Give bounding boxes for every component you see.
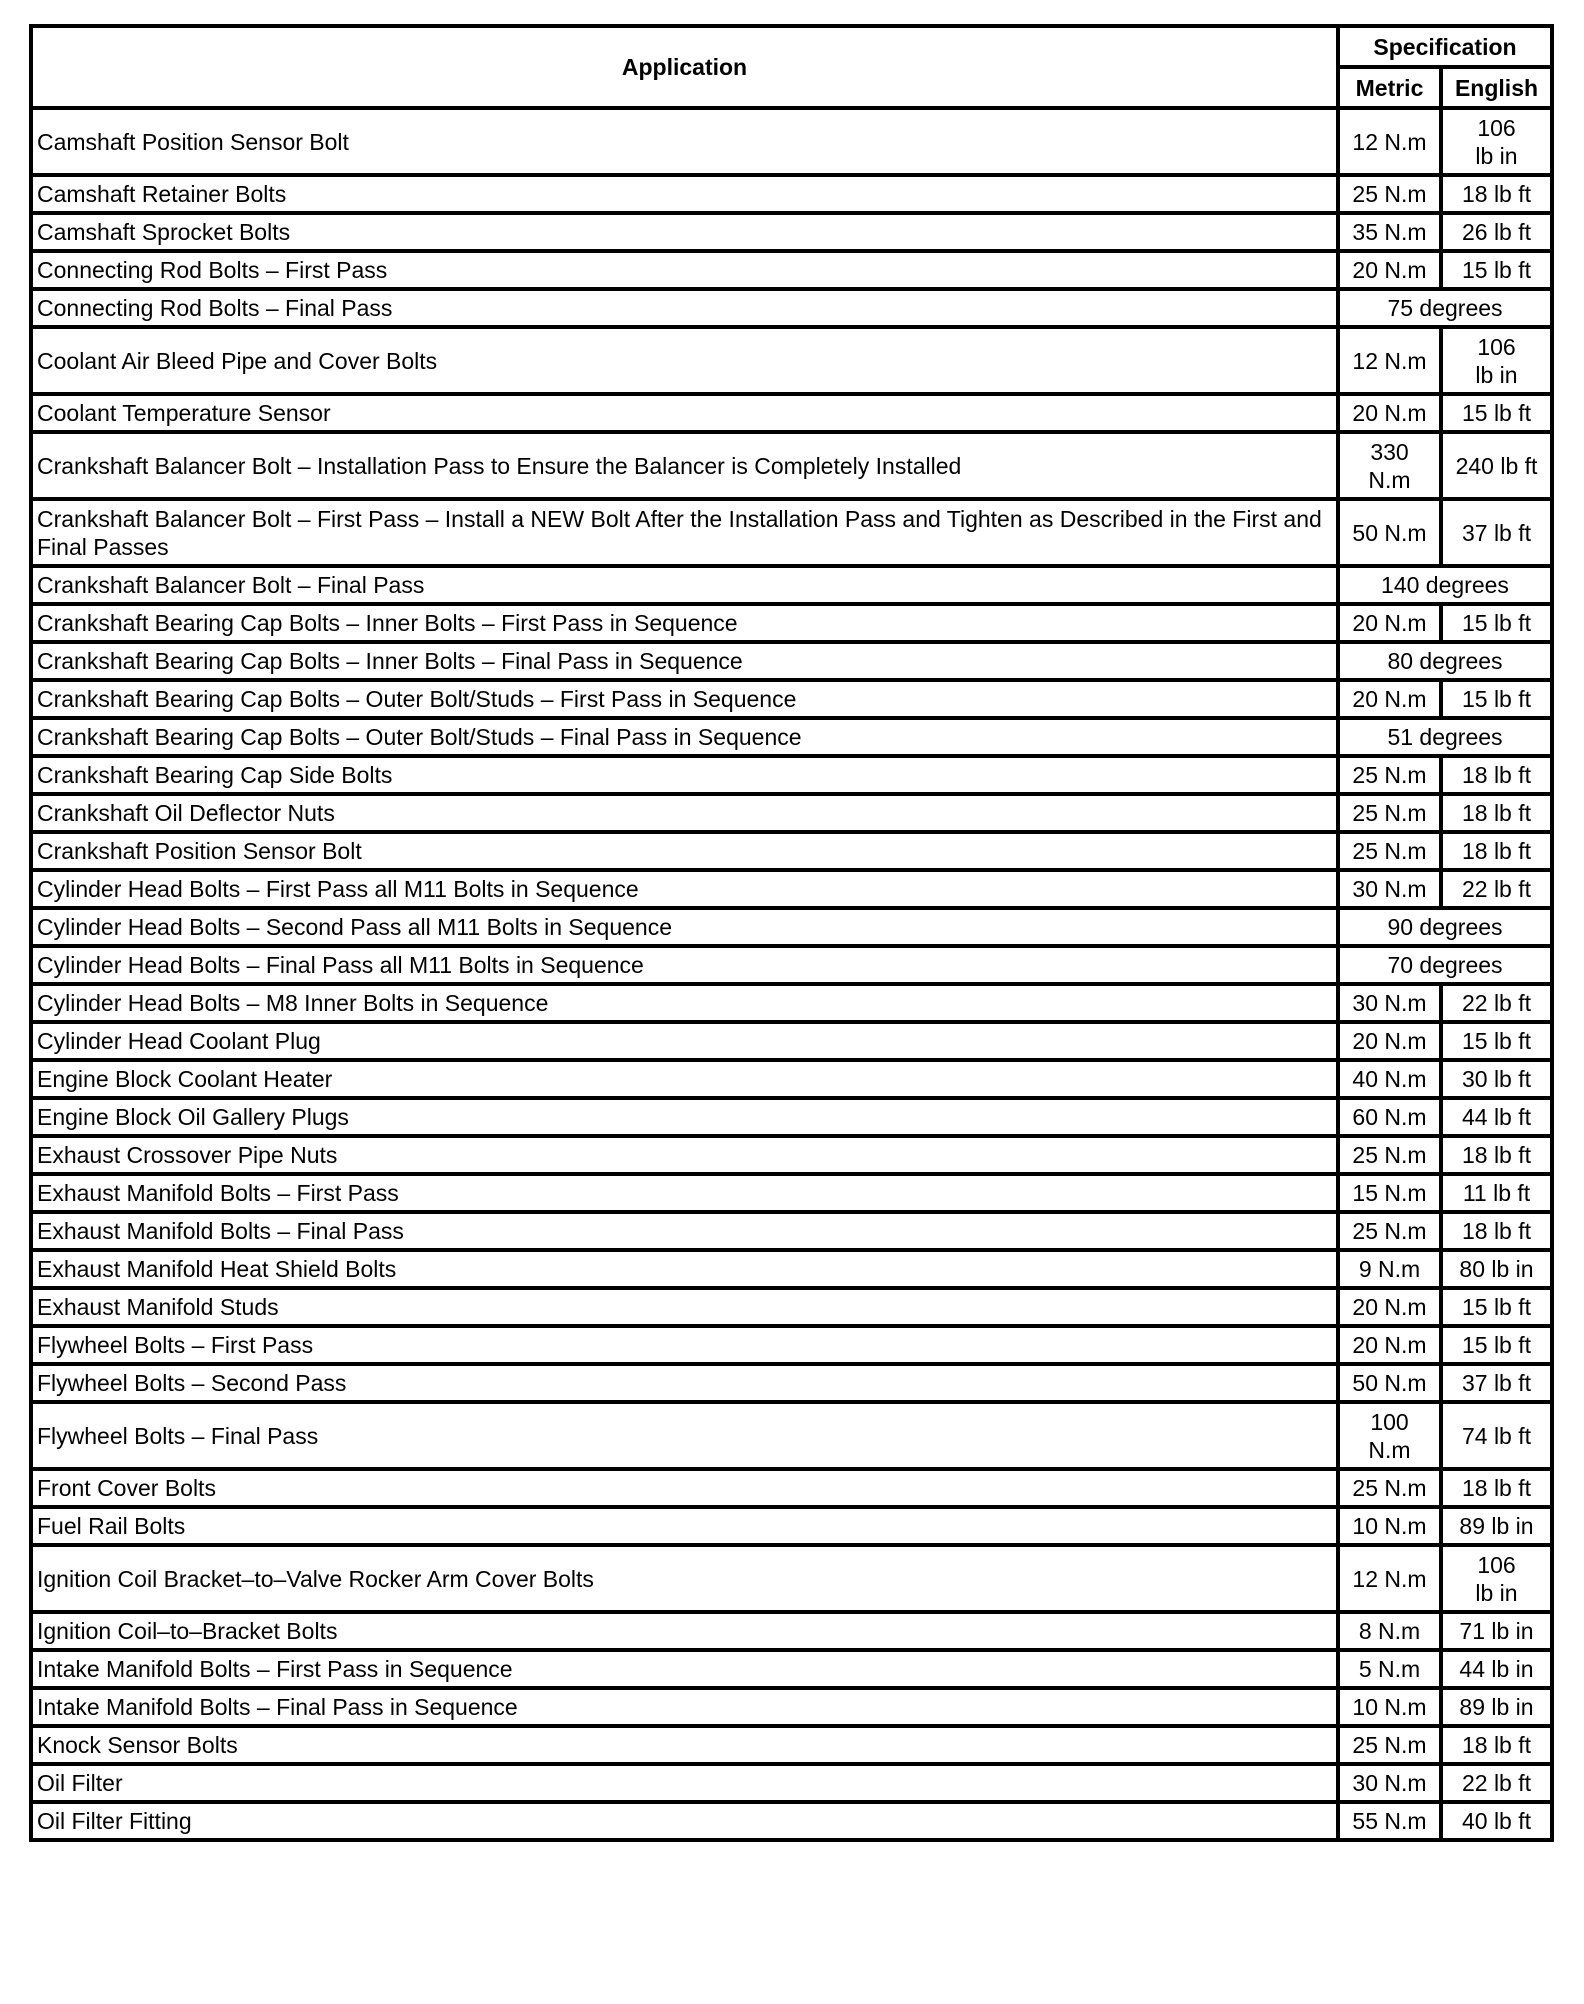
application-cell <box>31 984 1338 1022</box>
table-row <box>31 1688 1552 1726</box>
english-cell <box>1441 1402 1552 1469</box>
metric-cell-text: 60 N.m <box>1352 1104 1427 1130</box>
application-cell <box>31 642 1338 680</box>
application-cell <box>31 1726 1338 1764</box>
english-cell <box>1441 1688 1552 1726</box>
application-cell-text: Intake Manifold Bolts – Final Pass in Sequence <box>37 1694 518 1720</box>
english-cell <box>1441 1098 1552 1136</box>
application-cell-text: Exhaust Manifold Bolts – First Pass <box>37 1180 399 1206</box>
application-cell <box>31 394 1338 432</box>
english-cell <box>1441 1612 1552 1650</box>
english-cell <box>1441 794 1552 832</box>
english-cell <box>1441 1326 1552 1364</box>
metric-cell-text: 20 N.m <box>1352 686 1427 712</box>
metric-cell-text: 30 N.m <box>1352 990 1427 1016</box>
metric-cell <box>1338 1650 1441 1688</box>
application-cell-text: Oil Filter Fitting <box>37 1808 192 1834</box>
specification-cell-text: 75 degrees <box>1387 295 1503 321</box>
table-row <box>31 1650 1552 1688</box>
metric-cell <box>1338 108 1441 175</box>
english-cell-text: 74 lb ft <box>1461 1422 1532 1449</box>
application-cell <box>31 213 1338 251</box>
metric-cell <box>1338 680 1441 718</box>
specification-cell <box>1338 289 1552 327</box>
application-cell <box>31 604 1338 642</box>
application-cell-text: Exhaust Manifold Studs <box>37 1294 279 1320</box>
metric-cell <box>1338 1022 1441 1060</box>
metric-cell-text: 50 N.m <box>1352 1370 1427 1396</box>
english-cell <box>1441 1764 1552 1802</box>
table-body <box>31 108 1552 1840</box>
english-cell <box>1441 756 1552 794</box>
table-row <box>31 1212 1552 1250</box>
table-row <box>31 251 1552 289</box>
application-cell-text: Cylinder Head Bolts – M8 Inner Bolts in Sequence <box>37 990 549 1016</box>
english-cell <box>1441 213 1552 251</box>
english-cell <box>1441 832 1552 870</box>
english-cell-text: 15 lb ft <box>1461 257 1532 283</box>
english-cell-text: 22 lb ft <box>1461 876 1532 902</box>
application-cell-text: Knock Sensor Bolts <box>37 1732 238 1758</box>
metric-cell-text: 8 N.m <box>1358 1618 1421 1644</box>
table-row <box>31 1364 1552 1402</box>
english-cell-text: 15 lb ft <box>1461 686 1532 712</box>
table-row <box>31 394 1552 432</box>
table-row <box>31 718 1552 756</box>
application-cell-text: Crankshaft Balancer Bolt – Installation Pass to Ensure the Balancer is Completely Installed <box>37 452 962 479</box>
specification-cell <box>1338 642 1552 680</box>
table-row <box>31 499 1552 566</box>
application-cell-text: Crankshaft Bearing Cap Bolts – Inner Bolts – First Pass in Sequence <box>37 610 738 636</box>
metric-cell <box>1338 175 1441 213</box>
english-cell-text: 18 lb ft <box>1461 181 1532 207</box>
specification-cell <box>1338 566 1552 604</box>
english-cell <box>1441 680 1552 718</box>
application-cell-text: Connecting Rod Bolts – Final Pass <box>37 295 393 321</box>
english-cell <box>1441 1212 1552 1250</box>
application-cell-text: Ignition Coil–to–Bracket Bolts <box>37 1618 338 1644</box>
application-cell <box>31 499 1338 566</box>
table-row <box>31 432 1552 499</box>
application-cell <box>31 1507 1338 1545</box>
specification-cell-text: 70 degrees <box>1387 952 1503 978</box>
header-specification: Specification <box>1338 26 1552 67</box>
application-cell <box>31 832 1338 870</box>
application-cell <box>31 870 1338 908</box>
specification-cell-text: 140 degrees <box>1381 572 1509 598</box>
application-cell-text: Crankshaft Bearing Cap Bolts – Outer Bolt/Studs – First Pass in Sequence <box>37 686 797 712</box>
metric-cell <box>1338 394 1441 432</box>
table-row <box>31 1288 1552 1326</box>
table-row <box>31 1802 1552 1840</box>
metric-cell <box>1338 499 1441 566</box>
table-row <box>31 1174 1552 1212</box>
table-row <box>31 175 1552 213</box>
english-cell-text: 15 lb ft <box>1461 610 1532 636</box>
application-cell-text: Ignition Coil Bracket–to–Valve Rocker Arm Cover Bolts <box>37 1565 594 1592</box>
english-cell <box>1441 870 1552 908</box>
english-cell <box>1441 394 1552 432</box>
application-cell-text: Oil Filter <box>37 1770 123 1796</box>
application-cell <box>31 1612 1338 1650</box>
application-cell-text: Connecting Rod Bolts – First Pass <box>37 257 388 283</box>
table-row <box>31 108 1552 175</box>
application-cell <box>31 108 1338 175</box>
application-cell-text: Crankshaft Bearing Cap Side Bolts <box>37 762 393 788</box>
metric-cell <box>1338 1364 1441 1402</box>
application-cell <box>31 1469 1338 1507</box>
english-cell <box>1441 175 1552 213</box>
english-cell <box>1441 499 1552 566</box>
application-cell <box>31 718 1338 756</box>
table-row <box>31 1545 1552 1612</box>
metric-cell <box>1338 1098 1441 1136</box>
english-cell-text: 44 lb in <box>1459 1656 1534 1682</box>
table-row <box>31 604 1552 642</box>
metric-cell-text: 15 N.m <box>1352 1180 1427 1206</box>
metric-cell <box>1338 1212 1441 1250</box>
metric-cell-text: 20 N.m <box>1352 1294 1427 1320</box>
english-cell-text: 106 lb in <box>1475 333 1518 388</box>
table-row <box>31 1612 1552 1650</box>
application-cell-text: Crankshaft Bearing Cap Bolts – Inner Bolts – Final Pass in Sequence <box>37 648 743 674</box>
table-row <box>31 289 1552 327</box>
application-cell <box>31 1545 1338 1612</box>
application-cell-text: Exhaust Manifold Heat Shield Bolts <box>37 1256 397 1282</box>
english-cell <box>1441 432 1552 499</box>
metric-cell <box>1338 1402 1441 1469</box>
metric-cell <box>1338 1612 1441 1650</box>
metric-cell-text: 25 N.m <box>1352 1142 1427 1168</box>
application-cell-text: Engine Block Coolant Heater <box>37 1066 333 1092</box>
metric-cell-text: 25 N.m <box>1352 1218 1427 1244</box>
english-cell <box>1441 1650 1552 1688</box>
application-cell <box>31 289 1338 327</box>
english-cell-text: 18 lb ft <box>1461 1475 1532 1501</box>
application-cell <box>31 432 1338 499</box>
metric-cell <box>1338 870 1441 908</box>
english-cell <box>1441 1174 1552 1212</box>
english-cell-text: 15 lb ft <box>1461 1332 1532 1358</box>
application-cell-text: Engine Block Oil Gallery Plugs <box>37 1104 349 1130</box>
application-cell <box>31 1060 1338 1098</box>
metric-cell <box>1338 1060 1441 1098</box>
english-cell-text: 15 lb ft <box>1461 400 1532 426</box>
metric-cell-text: 12 N.m <box>1352 128 1427 155</box>
table-row <box>31 327 1552 394</box>
application-cell <box>31 1802 1338 1840</box>
metric-cell-text: 55 N.m <box>1352 1808 1427 1834</box>
application-cell <box>31 1212 1338 1250</box>
metric-cell <box>1338 984 1441 1022</box>
application-cell-text: Coolant Air Bleed Pipe and Cover Bolts <box>37 347 438 374</box>
application-cell <box>31 1326 1338 1364</box>
application-cell <box>31 1688 1338 1726</box>
metric-cell <box>1338 1288 1441 1326</box>
metric-cell-text: 20 N.m <box>1352 610 1427 636</box>
torque-spec-table <box>29 24 1554 1842</box>
metric-cell <box>1338 432 1441 499</box>
english-cell <box>1441 604 1552 642</box>
english-cell-text: 15 lb ft <box>1461 1028 1532 1054</box>
english-cell <box>1441 1545 1552 1612</box>
table-row <box>31 1326 1552 1364</box>
english-cell <box>1441 1022 1552 1060</box>
english-cell-text: 106 lb in <box>1475 114 1518 169</box>
table-row <box>31 1469 1552 1507</box>
application-cell <box>31 1022 1338 1060</box>
application-cell-text: Cylinder Head Coolant Plug <box>37 1028 321 1054</box>
english-cell-text: 71 lb in <box>1459 1618 1534 1644</box>
metric-cell-text: 10 N.m <box>1352 1513 1427 1539</box>
english-cell-text: 44 lb ft <box>1461 1104 1532 1130</box>
english-cell <box>1441 1250 1552 1288</box>
table-row <box>31 1764 1552 1802</box>
metric-cell <box>1338 1764 1441 1802</box>
english-cell-text: 106 lb in <box>1475 1551 1518 1606</box>
metric-cell-text: 35 N.m <box>1352 219 1427 245</box>
english-cell-text: 40 lb ft <box>1461 1808 1532 1834</box>
metric-cell <box>1338 251 1441 289</box>
metric-cell-text: 30 N.m <box>1352 1770 1427 1796</box>
application-cell <box>31 908 1338 946</box>
application-cell <box>31 756 1338 794</box>
metric-cell-text: 25 N.m <box>1352 800 1427 826</box>
specification-cell-text: 51 degrees <box>1387 724 1503 750</box>
metric-cell <box>1338 1326 1441 1364</box>
header-application: Application <box>31 26 1338 108</box>
table-row <box>31 680 1552 718</box>
application-cell <box>31 1174 1338 1212</box>
table-row <box>31 213 1552 251</box>
metric-cell <box>1338 1545 1441 1612</box>
metric-cell-text: 12 N.m <box>1352 347 1427 374</box>
english-cell-text: 18 lb ft <box>1461 800 1532 826</box>
english-cell-text: 37 lb ft <box>1461 1370 1532 1396</box>
english-cell-text: 18 lb ft <box>1461 1142 1532 1168</box>
application-cell <box>31 1650 1338 1688</box>
english-cell <box>1441 1060 1552 1098</box>
application-cell <box>31 794 1338 832</box>
metric-cell <box>1338 1726 1441 1764</box>
metric-cell <box>1338 832 1441 870</box>
metric-cell-text: 9 N.m <box>1358 1256 1421 1282</box>
header-metric: Metric <box>1338 67 1441 108</box>
metric-cell-text: 20 N.m <box>1352 1028 1427 1054</box>
english-cell-text: 18 lb ft <box>1461 1218 1532 1244</box>
english-cell <box>1441 108 1552 175</box>
table-row <box>31 1136 1552 1174</box>
application-cell-text: Coolant Temperature Sensor <box>37 400 331 426</box>
metric-cell-text: 12 N.m <box>1352 1565 1427 1592</box>
table-row <box>31 832 1552 870</box>
english-cell <box>1441 1469 1552 1507</box>
metric-cell <box>1338 1507 1441 1545</box>
metric-cell <box>1338 1136 1441 1174</box>
application-cell-text: Crankshaft Balancer Bolt – First Pass – Install a NEW Bolt After the Installation Pass and Tighten as Described in the First and Final Passes <box>37 505 1322 560</box>
application-cell <box>31 1136 1338 1174</box>
metric-cell <box>1338 213 1441 251</box>
english-cell <box>1441 1364 1552 1402</box>
english-cell <box>1441 327 1552 394</box>
metric-cell-text: 25 N.m <box>1352 838 1427 864</box>
table-row <box>31 566 1552 604</box>
specification-cell <box>1338 946 1552 984</box>
english-cell-text: 22 lb ft <box>1461 990 1532 1016</box>
application-cell-text: Crankshaft Position Sensor Bolt <box>37 838 362 864</box>
application-cell-text: Intake Manifold Bolts – First Pass in Sequence <box>37 1656 513 1682</box>
english-cell <box>1441 1136 1552 1174</box>
metric-cell-text: 330 N.m <box>1368 438 1411 493</box>
english-cell-text: 18 lb ft <box>1461 1732 1532 1758</box>
metric-cell-text: 25 N.m <box>1352 181 1427 207</box>
metric-cell <box>1338 794 1441 832</box>
english-cell-text: 18 lb ft <box>1461 838 1532 864</box>
application-cell <box>31 566 1338 604</box>
table-row <box>31 870 1552 908</box>
english-cell-text: 37 lb ft <box>1461 519 1532 546</box>
table-row <box>31 984 1552 1022</box>
metric-cell <box>1338 1802 1441 1840</box>
english-cell-text: 80 lb in <box>1459 1256 1534 1282</box>
application-cell-text: Flywheel Bolts – Second Pass <box>37 1370 347 1396</box>
application-cell-text: Flywheel Bolts – Final Pass <box>37 1422 319 1449</box>
specification-cell <box>1338 908 1552 946</box>
english-cell-text: 18 lb ft <box>1461 762 1532 788</box>
table-row <box>31 642 1552 680</box>
application-cell <box>31 1288 1338 1326</box>
metric-cell-text: 20 N.m <box>1352 1332 1427 1358</box>
english-cell-text: 89 lb in <box>1459 1694 1534 1720</box>
metric-cell-text: 25 N.m <box>1352 1475 1427 1501</box>
metric-cell-text: 50 N.m <box>1352 519 1427 546</box>
application-cell-text: Cylinder Head Bolts – Final Pass all M11 Bolts in Sequence <box>37 952 644 978</box>
application-cell-text: Crankshaft Oil Deflector Nuts <box>37 800 335 826</box>
application-cell <box>31 175 1338 213</box>
table-row <box>31 1250 1552 1288</box>
metric-cell <box>1338 1174 1441 1212</box>
table-row <box>31 1060 1552 1098</box>
application-cell <box>31 1764 1338 1802</box>
metric-cell-text: 100 N.m <box>1368 1408 1411 1463</box>
table-row <box>31 1402 1552 1469</box>
application-cell <box>31 1250 1338 1288</box>
specification-cell <box>1338 718 1552 756</box>
application-cell-text: Exhaust Manifold Bolts – Final Pass <box>37 1218 404 1244</box>
application-cell <box>31 680 1338 718</box>
application-cell <box>31 1364 1338 1402</box>
application-cell-text: Camshaft Sprocket Bolts <box>37 219 291 245</box>
metric-cell-text: 40 N.m <box>1352 1066 1427 1092</box>
application-cell <box>31 1402 1338 1469</box>
header-english: English <box>1441 67 1552 108</box>
application-cell-text: Cylinder Head Bolts – First Pass all M11 Bolts in Sequence <box>37 876 639 902</box>
application-cell-text: Flywheel Bolts – First Pass <box>37 1332 314 1358</box>
table-row <box>31 1022 1552 1060</box>
application-cell-text: Crankshaft Balancer Bolt – Final Pass <box>37 572 425 598</box>
metric-cell-text: 25 N.m <box>1352 762 1427 788</box>
english-cell <box>1441 1507 1552 1545</box>
table-row <box>31 756 1552 794</box>
application-cell-text: Cylinder Head Bolts – Second Pass all M11 Bolts in Sequence <box>37 914 672 940</box>
application-cell <box>31 946 1338 984</box>
english-cell <box>1441 251 1552 289</box>
metric-cell <box>1338 604 1441 642</box>
table-row <box>31 1098 1552 1136</box>
application-cell-text: Front Cover Bolts <box>37 1475 216 1501</box>
application-cell-text: Crankshaft Bearing Cap Bolts – Outer Bolt/Studs – Final Pass in Sequence <box>37 724 802 750</box>
metric-cell-text: 25 N.m <box>1352 1732 1427 1758</box>
english-cell-text: 240 lb ft <box>1455 452 1538 479</box>
english-cell-text: 22 lb ft <box>1461 1770 1532 1796</box>
metric-cell <box>1338 1250 1441 1288</box>
table-row <box>31 794 1552 832</box>
english-cell-text: 26 lb ft <box>1461 219 1532 245</box>
metric-cell-text: 30 N.m <box>1352 876 1427 902</box>
metric-cell-text: 20 N.m <box>1352 400 1427 426</box>
english-cell <box>1441 1802 1552 1840</box>
application-cell <box>31 251 1338 289</box>
application-cell <box>31 327 1338 394</box>
english-cell <box>1441 1288 1552 1326</box>
application-cell-text: Camshaft Position Sensor Bolt <box>37 128 349 155</box>
english-cell-text: 30 lb ft <box>1461 1066 1532 1092</box>
metric-cell <box>1338 327 1441 394</box>
metric-cell-text: 20 N.m <box>1352 257 1427 283</box>
english-cell-text: 89 lb in <box>1459 1513 1534 1539</box>
english-cell-text: 11 lb ft <box>1462 1180 1531 1206</box>
specification-cell-text: 80 degrees <box>1387 648 1503 674</box>
english-cell <box>1441 984 1552 1022</box>
application-cell-text: Fuel Rail Bolts <box>37 1513 186 1539</box>
english-cell-text: 15 lb ft <box>1461 1294 1532 1320</box>
metric-cell-text: 10 N.m <box>1352 1694 1427 1720</box>
metric-cell <box>1338 1688 1441 1726</box>
table-row <box>31 1507 1552 1545</box>
metric-cell <box>1338 756 1441 794</box>
metric-cell-text: 5 N.m <box>1358 1656 1421 1682</box>
table-row <box>31 946 1552 984</box>
metric-cell <box>1338 1469 1441 1507</box>
table-row <box>31 908 1552 946</box>
application-cell <box>31 1098 1338 1136</box>
table-row <box>31 1726 1552 1764</box>
application-cell-text: Exhaust Crossover Pipe Nuts <box>37 1142 338 1168</box>
english-cell <box>1441 1726 1552 1764</box>
application-cell-text: Camshaft Retainer Bolts <box>37 181 287 207</box>
specification-cell-text: 90 degrees <box>1387 914 1503 940</box>
